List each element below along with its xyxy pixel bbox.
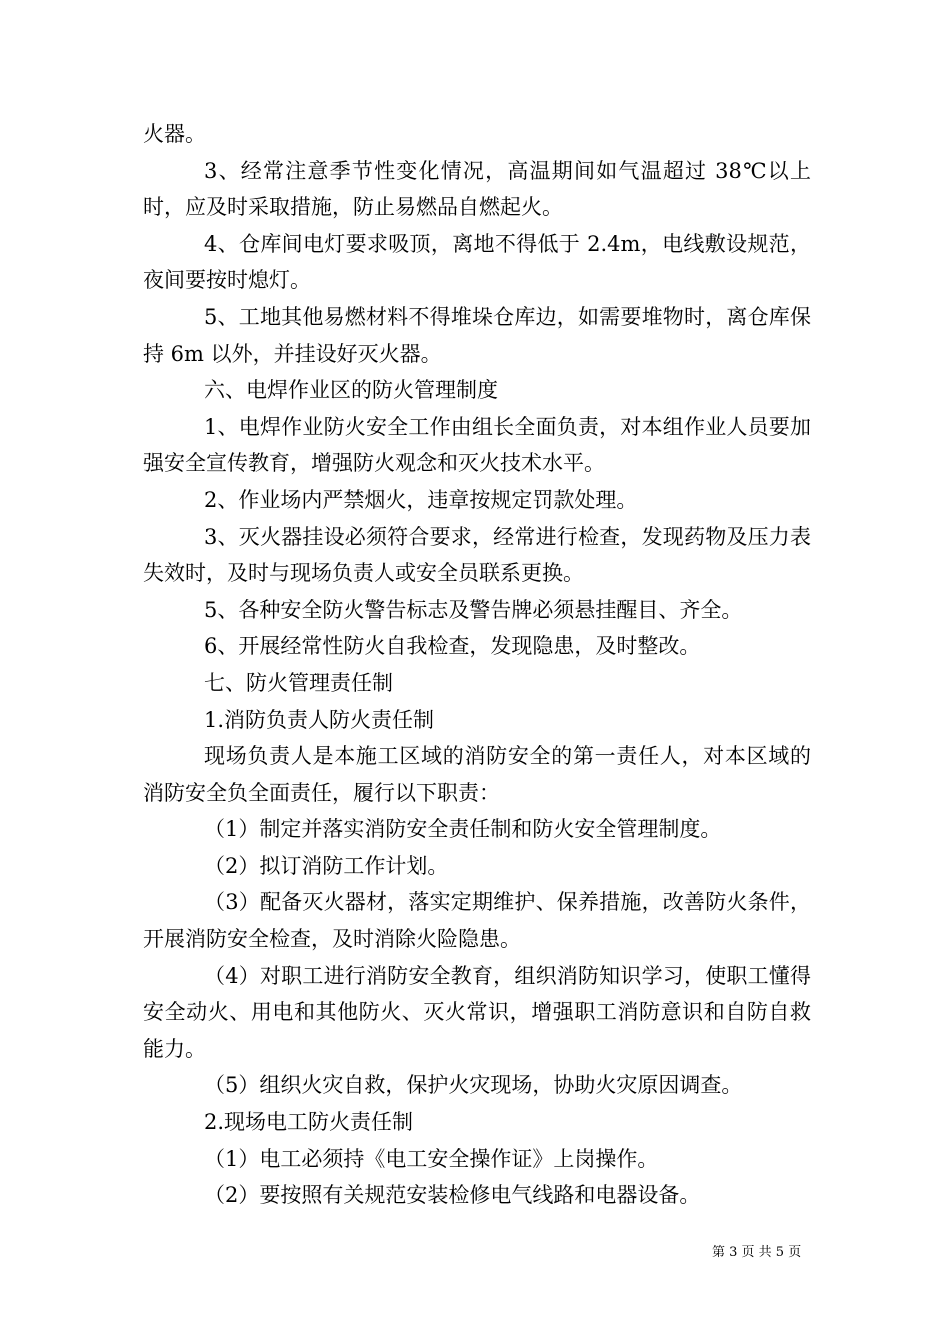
paragraph: 3、灭火器挂设必须符合要求，经常进行检查，发现药物及压力表失效时，及时与现场负责人或安全员联系更换。 <box>143 524 811 586</box>
paragraph: （4）对职工进行消防安全教育，组织消防知识学习，使职工懂得安全动火、用电和其他防火、灭火常识，增强职工消防意识和自防自救能力。 <box>143 963 811 1061</box>
paragraph: （2）要按照有关规范安装检修电气线路和电器设备。 <box>204 1183 701 1208</box>
paragraph: 4、仓库间电灯要求吸顶，离地不得低于 2.4m，电线敷设规范，夜间要按时熄灯。 <box>143 231 811 293</box>
page-number-footer: 第 3 页 共 5 页 <box>712 1245 802 1260</box>
paragraph: 七、防火管理责任制 <box>204 670 393 695</box>
paragraph: 2、作业场内严禁烟火，违章按规定罚款处理。 <box>204 487 638 512</box>
paragraph: 现场负责人是本施工区域的消防安全的第一责任人，对本区域的消防安全负全面责任，履行以下职责： <box>143 744 811 805</box>
paragraph: 5、各种安全防火警告标志及警告牌必须悬挂醒目、齐全。 <box>204 597 743 622</box>
document-body <box>143 116 811 1214</box>
paragraph: 6、开展经常性防火自我检查，发现隐患，及时整改。 <box>204 634 701 659</box>
paragraph: （1）电工必须持《电工安全操作证》上岗操作。 <box>204 1146 659 1171</box>
paragraph: 3、经常注意季节性变化情况，高温期间如气温超过 38℃以上时，应及时采取措施，防止易燃品自燃起火。 <box>143 158 811 220</box>
paragraph: （3）配备灭火器材，落实定期维护、保养措施，改善防火条件，开展消防安全检查，及时消除火险隐患。 <box>143 890 811 952</box>
paragraph: 六、电焊作业区的防火管理制度 <box>204 378 498 403</box>
paragraph: （1）制定并落实消防安全责任制和防火安全管理制度。 <box>204 817 722 842</box>
paragraph: （2）拟订消防工作计划。 <box>204 853 449 878</box>
paragraph: 5、工地其他易燃材料不得堆垛仓库边，如需要堆物时，离仓库保持 6m 以外，并挂设好灭火器。 <box>143 304 811 366</box>
paragraph: 1.消防负责人防火责任制 <box>204 707 435 732</box>
paragraph: 2.现场电工防火责任制 <box>204 1110 414 1135</box>
paragraph: （5）组织火灾自救，保护火灾现场，协助火灾原因调查。 <box>204 1073 743 1098</box>
paragraph: 1、电焊作业防火安全工作由组长全面负责，对本组作业人员要加强安全宣传教育，增强防火观念和灭火技术水平。 <box>143 414 811 476</box>
paragraph: 火器。 <box>143 122 206 146</box>
